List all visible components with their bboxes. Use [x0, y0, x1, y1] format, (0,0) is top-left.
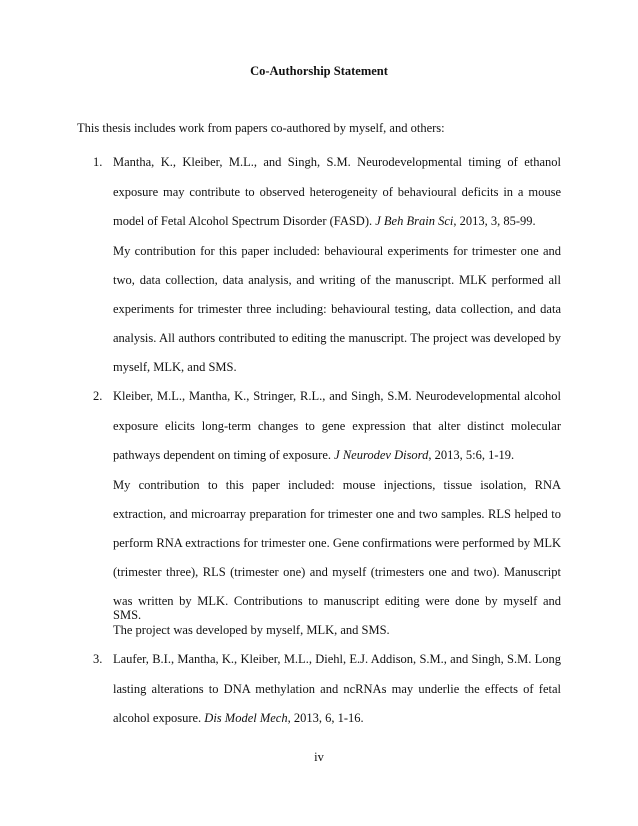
item-2-journal: J Neurodev Disord	[334, 448, 429, 462]
item-2-citation-line-3: pathways dependent on timing of exposure. J Neurodev Disord, 2013, 5:6, 1-19.	[113, 448, 515, 462]
item-1-contribution-line-4: analysis. All authors contributed to editing the manuscript. The project was developed by	[113, 331, 561, 345]
page-title: Co-Authorship Statement	[250, 64, 388, 78]
item-3-citation-line-1: Laufer, B.I., Mantha, K., Kleiber, M.L., Diehl, E.J. Addison, S.M., and Singh, S.M. Long	[113, 652, 561, 666]
item-2-contribution-line-2: extraction, and microarray preparation for trimester one and two samples. RLS helped to	[113, 507, 561, 521]
item-2-contribution-line-4: (trimester three), RLS (trimester one) and myself (trimesters one and two). Manuscript	[113, 565, 561, 579]
item-2-number: 2.	[93, 389, 103, 403]
item-2-contribution-line-6: The project was developed by myself, MLK, and SMS.	[113, 623, 390, 637]
item-2-contribution-line-1: My contribution to this paper included: mouse injections, tissue isolation, RNA	[113, 478, 561, 492]
item-1-citation-line-1: Mantha, K., Kleiber, M.L., and Singh, S.M. Neurodevelopmental timing of ethanol	[113, 155, 561, 169]
item-3-citation-line-2: lasting alterations to DNA methylation and ncRNAs may underlie the effects of fetal	[113, 682, 561, 696]
item-3-number: 3.	[93, 652, 103, 666]
item-1-number: 1.	[93, 155, 103, 169]
item-1-contribution-line-1: My contribution for this paper included: behavioural experiments for trimester one and	[113, 244, 561, 258]
item-2-citation-line-1: Kleiber, M.L., Mantha, K., Stringer, R.L., and Singh, S.M. Neurodevelopmental alcohol	[113, 389, 561, 403]
item-1-citation-line-2: exposure may contribute to observed heterogeneity of behavioural deficits in a mouse	[113, 185, 561, 199]
item-1-contribution-line-2: two, data collection, data analysis, and writing of the manuscript. MLK performed all	[113, 273, 561, 287]
item-1-contribution-line-3: experiments for trimester three including: behavioural testing, data collection, and data	[113, 302, 561, 316]
intro-paragraph: This thesis includes work from papers co-authored by myself, and others:	[77, 121, 445, 135]
item-3-journal: Dis Model Mech	[204, 711, 288, 725]
item-1-journal: J Beh Brain Sci	[375, 214, 454, 228]
item-1-citation-line-3: model of Fetal Alcohol Spectrum Disorder (FASD). J Beh Brain Sci, 2013, 3, 85-99.	[113, 214, 536, 228]
item-2-citation-line-2: exposure elicits long-term changes to gene expression that alter distinct molecular	[113, 419, 561, 433]
item-2-contribution-line-5: was written by MLK. Contributions to manuscript editing were done by myself and SMS.	[113, 594, 561, 622]
page-number: iv	[314, 750, 324, 764]
item-1-contribution-line-5: myself, MLK, and SMS.	[113, 360, 237, 374]
item-2-contribution-line-3: perform RNA extractions for trimester one. Gene confirmations were performed by MLK	[113, 536, 561, 550]
item-3-citation-line-3: alcohol exposure. Dis Model Mech, 2013, 6, 1-16.	[113, 711, 364, 725]
